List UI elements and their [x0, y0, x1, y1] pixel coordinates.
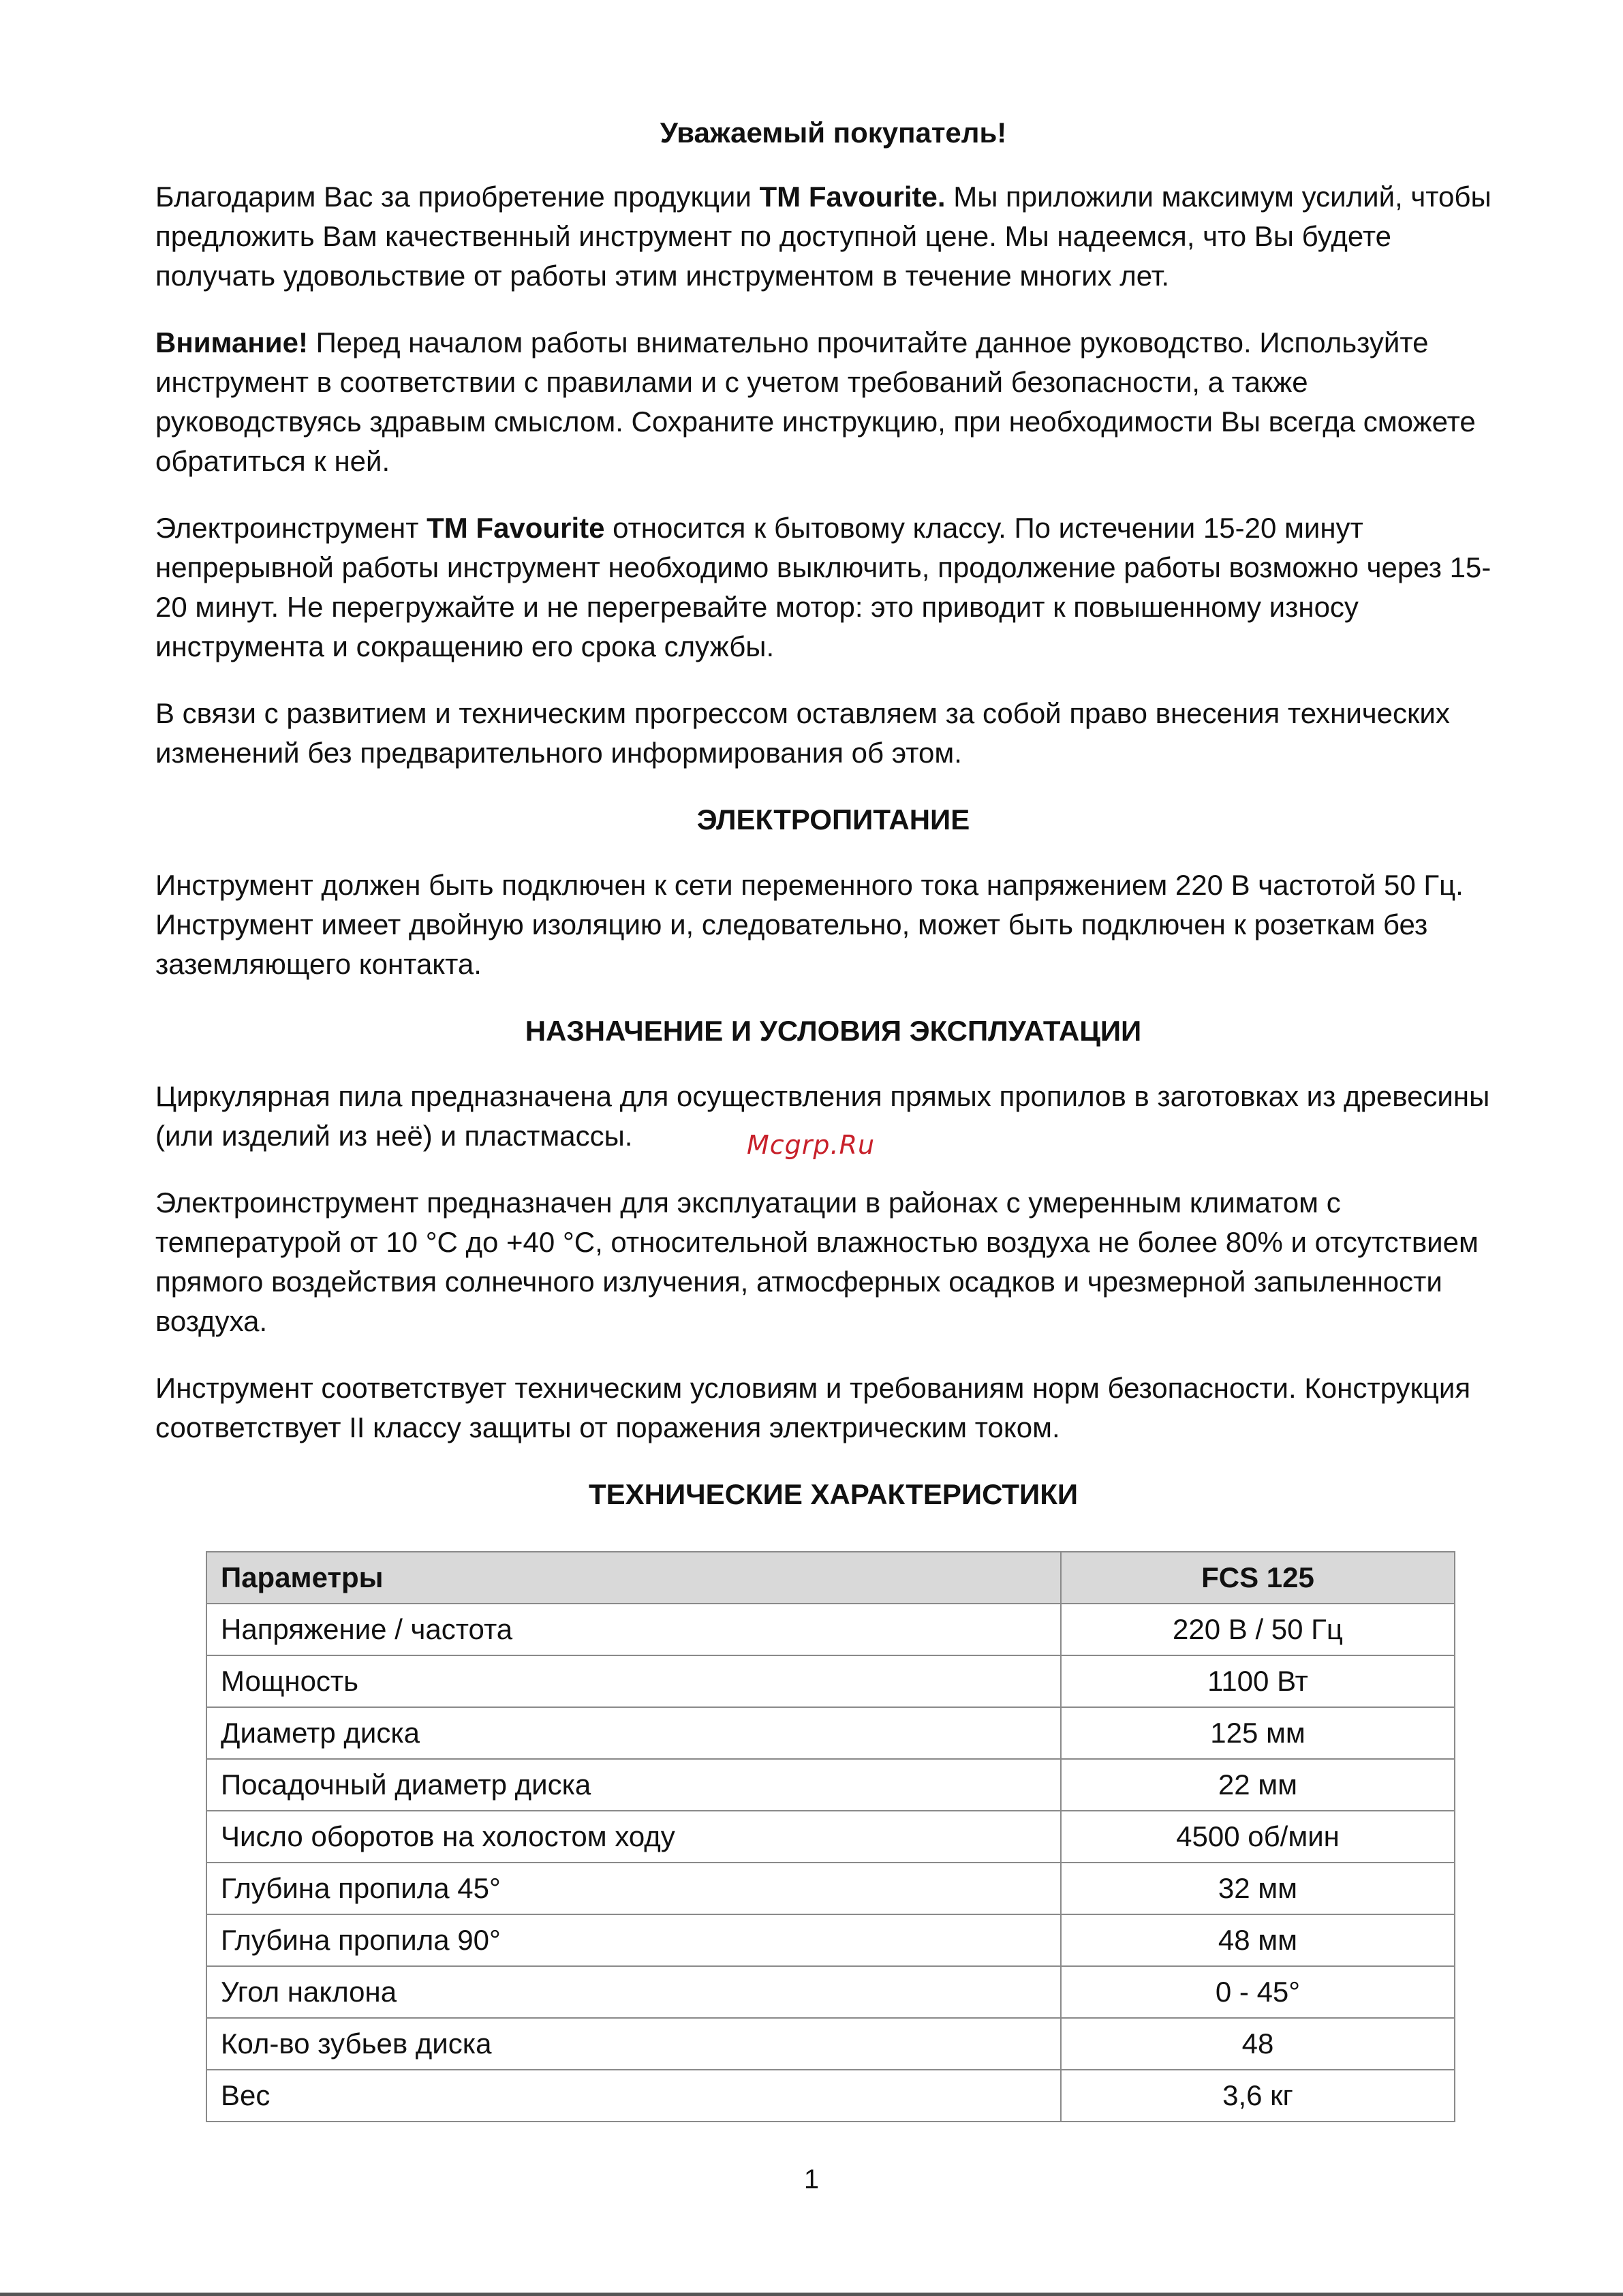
- warning-paragraph: Внимание! Перед началом работы внимательно прочитайте данное руководство. Используйте инструмент в соответствии с правилами и с учетом требований безопасности, а также руководствуясь здравым смыслом. Сохраните инструкцию, при необходимости Вы всегда сможете обратиться к ней.: [155, 326, 1476, 477]
- spec-value: 125 мм: [1061, 1707, 1455, 1759]
- page-bottom-divider: [0, 2293, 1623, 2296]
- spec-parameter: Глубина пропила 90°: [206, 1914, 1061, 1966]
- table-row: [206, 1759, 1455, 1811]
- spec-parameter: Напряжение / частота: [206, 1604, 1061, 1655]
- header-parameters: Параметры: [206, 1552, 1061, 1604]
- document-body: [155, 109, 1511, 1540]
- specs-header-row: [206, 1552, 1455, 1604]
- spec-value: 220 В / 50 Гц: [1061, 1604, 1455, 1655]
- spec-value: 48: [1061, 2018, 1455, 2070]
- header-model: FCS 125: [1061, 1552, 1455, 1604]
- spec-parameter: Число оборотов на холостом ходу: [206, 1811, 1061, 1863]
- spec-value: 1100 Вт: [1061, 1655, 1455, 1707]
- table-row: [206, 2070, 1455, 2122]
- table-row: [206, 1863, 1455, 1914]
- spec-parameter: Вес: [206, 2070, 1061, 2122]
- brand-name: ТМ Favourite: [427, 512, 605, 544]
- intro-paragraph-4: В связи с развитием и техническим прогрессом оставляем за собой право внесения технических изменений без предварительного информирования об этом.: [155, 697, 1450, 769]
- table-row: [206, 1966, 1455, 2018]
- spec-parameter: Диаметр диска: [206, 1707, 1061, 1759]
- spec-value: 0 - 45°: [1061, 1966, 1455, 2018]
- power-section-title: ЭЛЕКТРОПИТАНИЕ: [696, 803, 970, 836]
- purpose-section-title: НАЗНАЧЕНИЕ И УСЛОВИЯ ЭКСПЛУАТАЦИИ: [525, 1015, 1142, 1047]
- specs-table: [206, 1551, 1455, 2122]
- spec-value: 3,6 кг: [1061, 2070, 1455, 2122]
- specs-section-title: ТЕХНИЧЕСКИЕ ХАРАКТЕРИСТИКИ: [588, 1478, 1079, 1510]
- intro-paragraph-1: Благодарим Вас за приобретение продукции ТМ Favourite. Мы приложили максимум усилий, чтобы предложить Вам качественный инструмент по доступной цене. Мы надеемся, что Вы будете получать удовольствие от работы этим инструментом в течение многих лет.: [155, 181, 1491, 292]
- table-row: [206, 1604, 1455, 1655]
- spec-value: 22 мм: [1061, 1759, 1455, 1811]
- spec-value: 4500 об/мин: [1061, 1811, 1455, 1863]
- purpose-paragraph-1: Циркулярная пила предназначена для осуществления прямых пропилов в заготовках из древесины (или изделий из неё) и пластмассы.: [155, 1080, 1490, 1152]
- spec-parameter: Посадочный диаметр диска: [206, 1759, 1061, 1811]
- table-row: [206, 1811, 1455, 1863]
- warning-label: Внимание!: [155, 326, 308, 358]
- purpose-paragraph-3: Инструмент соответствует техническим условиям и требованиям норм безопасности. Конструкция соответствует II классу защиты от поражения электрическим током.: [155, 1372, 1471, 1443]
- table-row: [206, 1655, 1455, 1707]
- spec-value: 48 мм: [1061, 1914, 1455, 1966]
- power-paragraph: Инструмент должен быть подключен к сети переменного тока напряжением 220 В частотой 50 Гц. Инструмент имеет двойную изоляцию и, следовательно, может быть подключен к розеткам без заземляющего контакта.: [155, 869, 1464, 980]
- brand-name: ТМ Favourite.: [759, 181, 946, 213]
- page-number: 1: [803, 2164, 820, 2194]
- intro-paragraph-3: Электроинструмент ТМ Favourite относится к бытовому классу. По истечении 15-20 минут непрерывной работы инструмент необходимо выключить, продолжение работы возможно через 15-20 минут. Не перегружайте и не перегревайте мотор: это приводит к повышенному износу инструмента и сокращению его срока службы.: [155, 512, 1491, 662]
- purpose-paragraph-2: Электроинструмент предназначен для эксплуатации в районах с умеренным климатом с температурой от 10 °С до +40 °С, относительной влажностью воздуха не более 80% и отсутствием прямого воздействия солнечного излучения, атмосферных осадков и чрезмерной запыленности воздуха.: [155, 1187, 1479, 1337]
- spec-parameter: Мощность: [206, 1655, 1061, 1707]
- table-row: [206, 1914, 1455, 1966]
- table-row: [206, 1707, 1455, 1759]
- specs-table-body: [206, 1604, 1455, 2122]
- greeting-heading: Уважаемый покупатель!: [660, 117, 1007, 149]
- spec-parameter: Кол-во зубьев диска: [206, 2018, 1061, 2070]
- spec-parameter: Глубина пропила 45°: [206, 1863, 1061, 1914]
- spec-parameter: Угол наклона: [206, 1966, 1061, 2018]
- watermark-text: Mcgrp.Ru: [747, 1130, 876, 1160]
- spec-value: 32 мм: [1061, 1863, 1455, 1914]
- table-row: [206, 2018, 1455, 2070]
